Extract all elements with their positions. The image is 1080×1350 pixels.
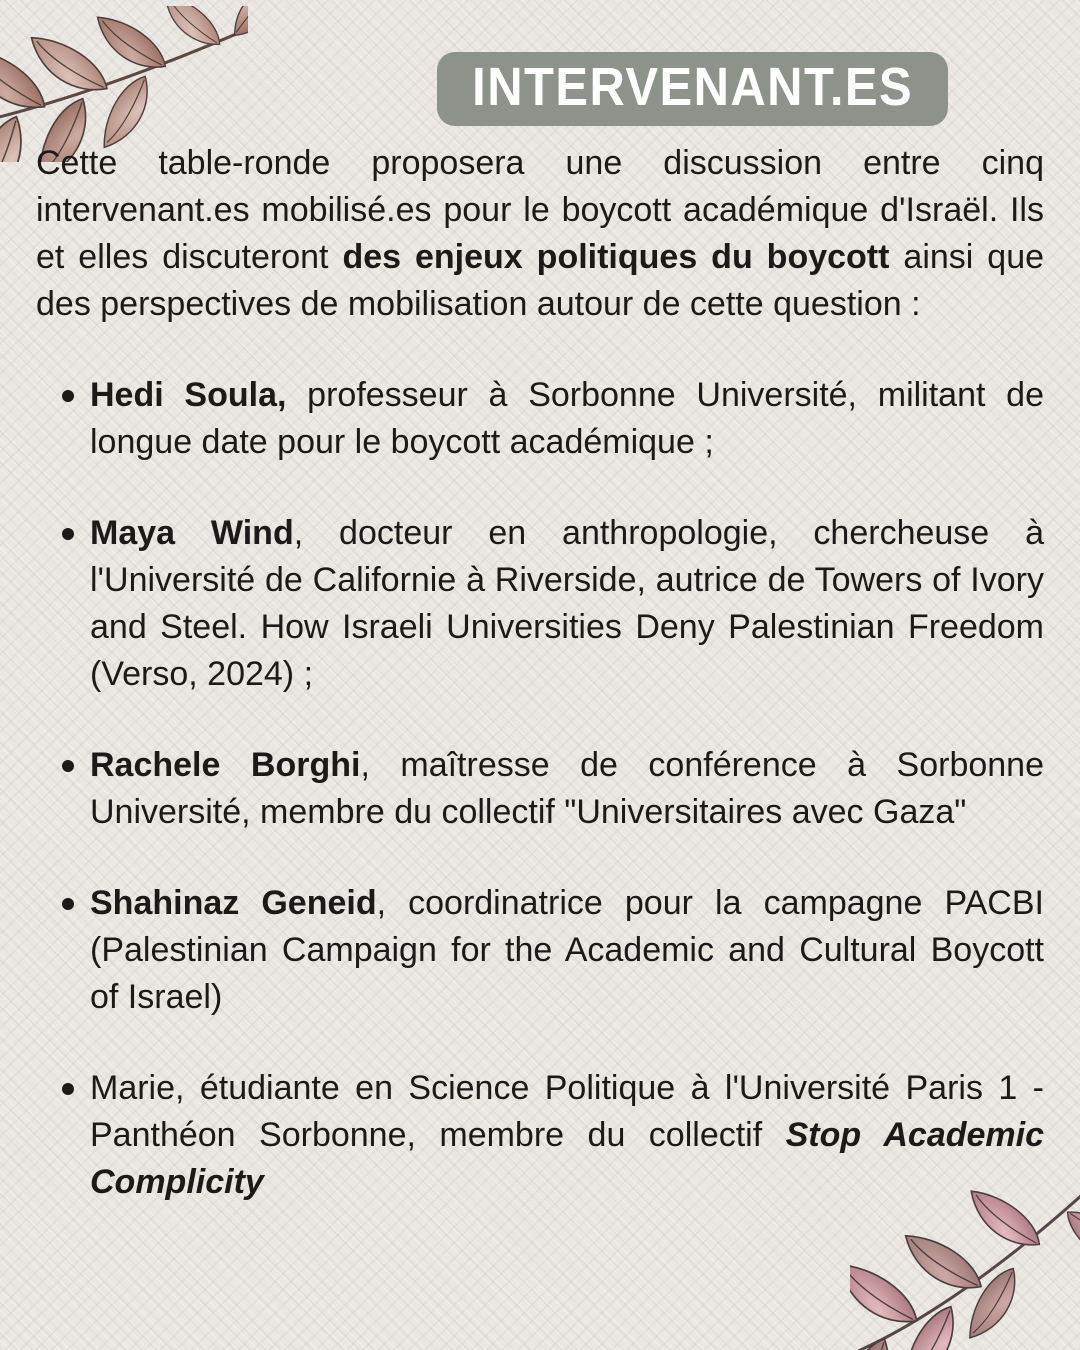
speaker-text xyxy=(90,372,1044,466)
page-title: INTERVENANT.ES xyxy=(472,56,914,117)
speaker-text xyxy=(90,1065,1044,1206)
speaker-description: , maîtresse de conférence à Sorbonne Université, membre du collectif "Universitaires avec Gaza" xyxy=(90,746,1044,831)
speaker-description: , docteur en anthropologie, chercheuse à l'Université de Californie à Riverside, autrice de Towers of Ivory and Steel. How Israeli Universities Deny Palestinian Freedom (Verso, 2024) ; xyxy=(90,514,1044,693)
speaker-text xyxy=(90,880,1044,1021)
intro-text-part2: ainsi que des perspectives de mobilisation autour de cette question : xyxy=(36,238,1045,323)
intro-paragraph xyxy=(36,140,1044,328)
leaf-branch-bottom-right-icon xyxy=(850,1182,1080,1350)
bullet-dot xyxy=(62,760,74,772)
speaker-description: professeur à Sorbonne Université, militant de longue date pour le boycott académique ; xyxy=(90,376,1045,461)
speakers-list xyxy=(36,372,1044,1206)
speaker-description: , coordinatrice pour la campagne PACBI (Palestinian Campaign for the Academic and Cultural Boycott of Israel) xyxy=(90,884,1044,1016)
bullet-dot xyxy=(62,1083,74,1095)
list-item-speaker-5 xyxy=(36,1065,1044,1206)
title-badge xyxy=(437,52,948,126)
speaker-name: Shahinaz Geneid xyxy=(90,884,377,922)
speaker-text xyxy=(90,742,1044,836)
header xyxy=(0,0,1080,126)
list-item-speaker-2 xyxy=(36,510,1044,698)
speaker-name: Rachele Borghi xyxy=(90,746,361,784)
list-item-speaker-1 xyxy=(36,372,1044,466)
speaker-name: Maya Wind xyxy=(90,514,294,552)
bullet-dot xyxy=(62,898,74,910)
bullet-dot xyxy=(62,390,74,402)
intro-bold-text: des enjeux politiques du boycott xyxy=(342,238,890,276)
list-item-speaker-4 xyxy=(36,880,1044,1021)
speaker-text xyxy=(90,510,1044,698)
speaker-emphasis: Stop Academic Complicity xyxy=(90,1116,1044,1201)
list-item-speaker-3 xyxy=(36,742,1044,836)
speaker-name: Hedi Soula, xyxy=(90,376,287,414)
bullet-dot xyxy=(62,528,74,540)
speaker-description: Marie, étudiante en Science Politique à l'Université Paris 1 - Panthéon Sorbonne, membre du collectif xyxy=(90,1069,1044,1154)
intro-text-part1: Cette table-ronde proposera une discussion entre cinq intervenant.es mobilisé.es pour le boycott académique d'Israël. Ils et elles discuteront xyxy=(36,144,1044,276)
